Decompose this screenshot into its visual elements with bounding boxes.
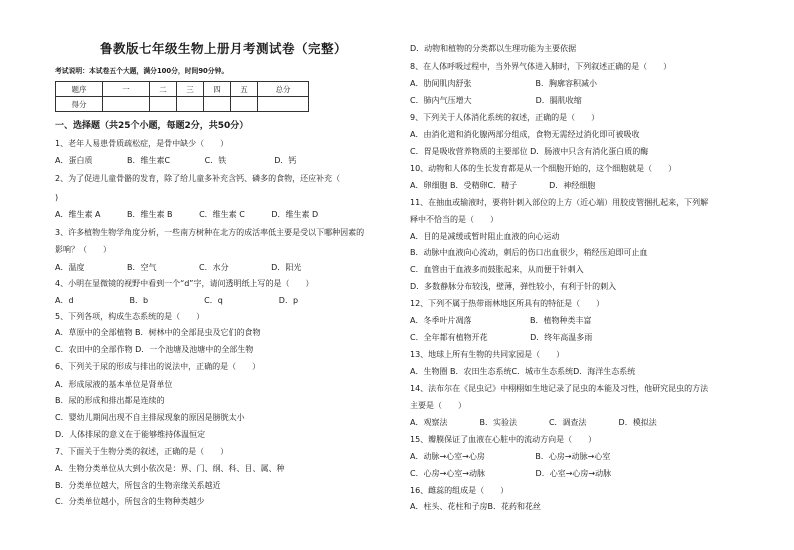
question-line: A．由消化道和消化腺两部分组成，食物无需经过消化即可被吸收 — [410, 130, 640, 139]
question-line: 3、许多植物生物学角度分析，一些南方树种在北方的成活率低主要是受以下哪种因素的 — [55, 228, 365, 237]
section-heading: 一、选择题（共25个小题，每题2分，共50分） — [55, 121, 249, 131]
question-line: 6、下列关于尿的形成与排出的说法中，正确的是（ ） — [55, 362, 261, 371]
question-line: 4、小明在显微镜的视野中看到一个“d”字，请问透明纸上写的是（ ） — [55, 279, 314, 288]
page-title: 鲁教版七年级生物上册月考测试卷（完整） — [100, 41, 348, 56]
question-line: D．多数静脉分布较浅，壁薄，弹性较小，有利于针的刺入 — [410, 282, 617, 291]
question-line: C．全年都有植物开花 D．终年高温多雨 — [410, 333, 593, 342]
question-line: 5、下列各项，构成生态系统的是（ ） — [55, 312, 205, 321]
question-line: B．尿的形成和排出都是连续的 — [55, 396, 165, 405]
question-line: C．分类单位越小，所包含的生物种类越少 — [55, 497, 205, 506]
score-blank-cell — [177, 97, 204, 112]
question-line: C．血管由于血液多而鼓胀起来，从而便于针刺入 — [410, 265, 584, 274]
question-line: 15、瓣膜保证了血液在心脏中的流动方向是（ ） — [410, 435, 597, 444]
question-line: 2、为了促进儿童骨骼的发育，除了给儿童多补充含钙、磷多的食物，还应补充（ — [55, 174, 341, 183]
question-line: A．动脉→心室→心房 B．心房→动脉→心室 — [410, 452, 611, 461]
question-line: A．观察法 B．实验法 C．调查法 D．模拟法 — [410, 418, 657, 427]
question-line: A．d B．b C．q D．p — [55, 296, 299, 305]
question-line: A．目的是减缓或暂时阻止血液的向心运动 — [410, 232, 560, 241]
question-line: 9、下列关于人体消化系统的叙述，正确的是（ ） — [410, 113, 600, 122]
score-blank-cell — [103, 97, 150, 112]
question-line: 影响？（ ） — [55, 245, 111, 254]
question-line: 释中不恰当的是（ ） — [410, 215, 498, 224]
question-line: 12、下列不属于热带雨林地区所具有的特征是（ ） — [410, 299, 605, 308]
question-line: A．蛋白质 B．维生素C C．铁 D．钙 — [55, 156, 297, 165]
question-line: 16、雌蕊的组成是（ ） — [410, 486, 509, 495]
question-line: C．婴幼儿期间出现不自主排尿现象的原因是膀胱太小 — [55, 413, 245, 422]
question-line: 1、老年人易患骨质疏松症，是骨中缺少（ ） — [55, 139, 229, 148]
question-line: A．草原中的全部植物 B．树林中的全部昆虫及它们的食物 — [55, 328, 261, 337]
score-blank-cell — [150, 97, 177, 112]
question-line: A．冬季叶片凋落 B．植物种类丰富 — [410, 316, 592, 325]
score-blank-cell — [258, 97, 309, 112]
question-line: 8、在人体呼吸过程中，当外界气体进入肺时，下列叙述正确的是（ ） — [410, 62, 672, 71]
score-blank-cell — [204, 97, 231, 112]
score-cell: 题序 — [56, 82, 103, 97]
score-table-score-row — [56, 97, 309, 112]
question-line: C．农田中的全部作物 D．一个池塘及池塘中的全部生物 — [55, 345, 254, 354]
score-cell: 总分 — [258, 82, 309, 97]
question-line: B．分类单位越大，所包含的生物亲缘关系越近 — [55, 481, 221, 490]
question-line: C．心房→心室→动脉 D．心室→心房→动脉 — [410, 469, 612, 478]
score-cell: 二 — [150, 82, 177, 97]
question-line: B．动脉中血液向心流动，刺后的伤口出血很少，稍经压迫即可止血 — [410, 248, 648, 257]
question-line: D．人体排尿的意义在于能够维持体温恒定 — [55, 430, 206, 439]
question-line: A．卵细胞 B．受精卵C．精子 D．神经细胞 — [410, 181, 596, 190]
score-blank-cell — [231, 97, 258, 112]
score-cell: 五 — [231, 82, 258, 97]
exam-notes: 考试说明：本试卷五个大题，满分100分，时间90分钟。 — [55, 67, 229, 75]
question-line: 主要是（ ） — [410, 401, 466, 410]
score-cell: 四 — [204, 82, 231, 97]
question-line: A．肋间肌肉舒张 B．胸廓容积减小 — [410, 79, 597, 88]
question-line: A．温度 B．空气 C．水分 D．阳光 — [55, 263, 302, 272]
question-line: A．生物分类单位从大到小依次是：界、门、纲、科、目、属、种 — [55, 464, 285, 473]
question-line: C．肺内气压增大 D．膈肌收缩 — [410, 96, 582, 105]
score-cell: 得分 — [56, 97, 103, 112]
question-line: 7、下面关于生物分类的叙述，正确的是（ ） — [55, 447, 229, 456]
question-line: C．胃是吸收营养物质的主要部位 D．肠液中只含有消化蛋白质的酶 — [410, 147, 649, 156]
question-line: 11、在抽血或输液时，要将针刺入部位的上方（近心端）用胶皮管捆扎起来，下列解 — [410, 198, 709, 207]
question-line: A．形成尿液的基本单位是肾单位 — [55, 380, 173, 389]
question-line: 13、地球上所有生物的共同家园是（ ） — [410, 350, 565, 359]
question-line: A．柱头、花柱和子房B．花药和花丝 — [410, 502, 541, 511]
question-line: 14、法布尔在《昆虫记》中栩栩如生地记录了昆虫的本能及习性，他研究昆虫的方法 — [410, 384, 709, 393]
score-table-header-row — [56, 82, 309, 97]
score-table — [55, 81, 309, 112]
question-line: A．生物圈 B．农田生态系统C．城市生态系统D．海洋生态系统 — [410, 367, 636, 376]
question-line: A．维生素 A B．维生素 B C．维生素 C D．维生素 D — [55, 210, 319, 219]
score-cell: 三 — [177, 82, 204, 97]
question-line: ) — [55, 193, 59, 202]
score-cell: 一 — [103, 82, 150, 97]
question-line: D．动物和植物的分类都以生理功能为主要依据 — [410, 44, 577, 53]
question-line: 10、动物和人体的生长发育都是从一个细胞开始的，这个细胞就是（ ） — [410, 164, 677, 173]
